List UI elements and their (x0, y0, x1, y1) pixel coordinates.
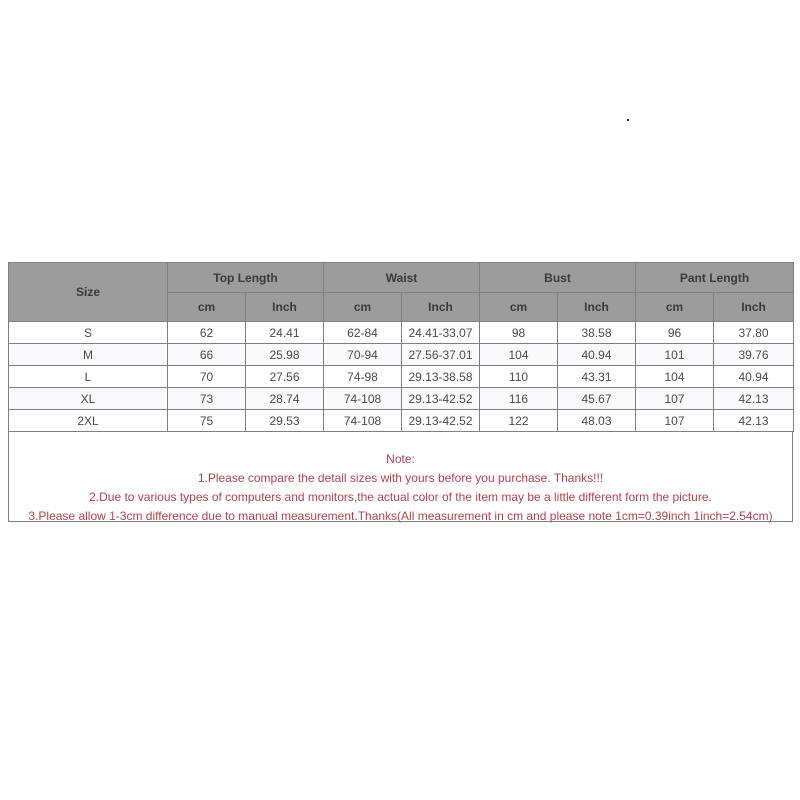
cell: 104 (636, 366, 714, 388)
cell: 37.80 (714, 322, 794, 344)
cell: 42.13 (714, 410, 794, 432)
note-line: 3.Please allow 1-3cm difference due to manual measurement.Thanks(All measurement in cm and please note 1cm=0.39inch 1inch=2.54cm) (28, 509, 773, 523)
unit-header: cm (324, 293, 402, 322)
cell: 24.41-33.07 (402, 322, 480, 344)
cell: 40.94 (714, 366, 794, 388)
cell: 45.67 (558, 388, 636, 410)
group-header-pant-length: Pant Length (636, 263, 794, 293)
cell: 29.13-42.52 (402, 388, 480, 410)
cell: 27.56-37.01 (402, 344, 480, 366)
note-title: Note: (386, 452, 415, 466)
cell: 29.13-42.52 (402, 410, 480, 432)
cell: S (9, 322, 168, 344)
cell: 104 (480, 344, 558, 366)
cell: 74-108 (324, 410, 402, 432)
cell: 101 (636, 344, 714, 366)
cell: XL (9, 388, 168, 410)
table-row (9, 410, 794, 432)
cell: 70 (168, 366, 246, 388)
table-row (9, 344, 794, 366)
size-chart (8, 262, 793, 522)
cell: 40.94 (558, 344, 636, 366)
cell: 48.03 (558, 410, 636, 432)
cell: M (9, 344, 168, 366)
unit-header: Inch (714, 293, 794, 322)
cell: 70-94 (324, 344, 402, 366)
cell: 107 (636, 388, 714, 410)
cell: 62-84 (324, 322, 402, 344)
unit-header: cm (480, 293, 558, 322)
cell: 73 (168, 388, 246, 410)
cell: 74-108 (324, 388, 402, 410)
size-header: Size (9, 263, 168, 322)
unit-header: Inch (558, 293, 636, 322)
unit-header: Inch (402, 293, 480, 322)
cell: 98 (480, 322, 558, 344)
cell: 116 (480, 388, 558, 410)
cell: 66 (168, 344, 246, 366)
notes-box (8, 432, 793, 522)
unit-header: cm (636, 293, 714, 322)
note-line: 1.Please compare the detail sizes with yours before you purchase. Thanks!!! (197, 471, 604, 485)
cell: 110 (480, 366, 558, 388)
stray-dot (627, 119, 629, 121)
cell: 2XL (9, 410, 168, 432)
unit-header: cm (168, 293, 246, 322)
table-row (9, 322, 794, 344)
cell: 28.74 (246, 388, 324, 410)
table-row (9, 366, 794, 388)
group-header-bust: Bust (480, 263, 636, 293)
cell: 75 (168, 410, 246, 432)
cell: 122 (480, 410, 558, 432)
group-header-waist: Waist (324, 263, 480, 293)
table-row (9, 388, 794, 410)
cell: 25.98 (246, 344, 324, 366)
cell: 27.56 (246, 366, 324, 388)
cell: 62 (168, 322, 246, 344)
cell: 24.41 (246, 322, 324, 344)
unit-header: Inch (246, 293, 324, 322)
cell: 96 (636, 322, 714, 344)
cell: L (9, 366, 168, 388)
note-line: 2.Due to various types of computers and monitors,the actual color of the item may be a little different form the picture. (89, 490, 712, 504)
cell: 74-98 (324, 366, 402, 388)
cell: 107 (636, 410, 714, 432)
cell: 29.53 (246, 410, 324, 432)
cell: 42.13 (714, 388, 794, 410)
cell: 43.31 (558, 366, 636, 388)
group-header-top-length: Top Length (168, 263, 324, 293)
cell: 39.76 (714, 344, 794, 366)
size-table (8, 262, 794, 432)
cell: 38.58 (558, 322, 636, 344)
cell: 29.13-38.58 (402, 366, 480, 388)
